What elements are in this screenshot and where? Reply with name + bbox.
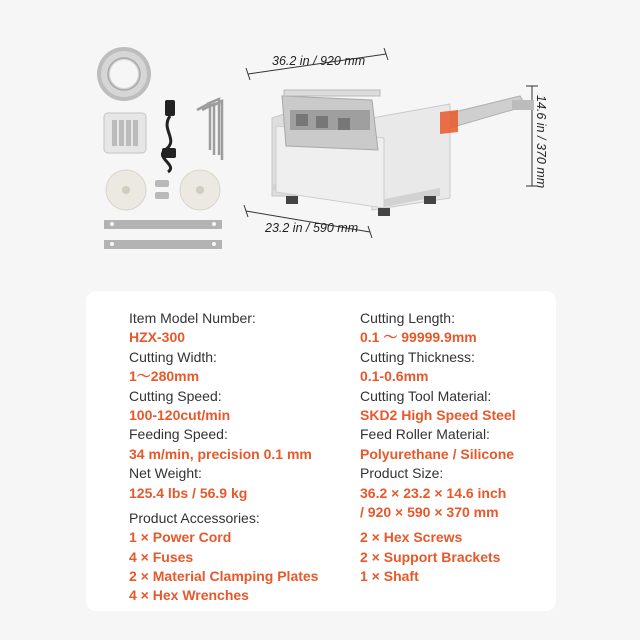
tape-roll-image (97, 47, 151, 101)
spec-value-metric: / 920 × 590 × 370 mm (360, 503, 499, 520)
accessory-item: 2 × Hex Screws (360, 529, 463, 546)
accessory-item: 2 × Support Brackets (360, 548, 501, 565)
spec-value: 0.1 ～ 99999.9mm (360, 329, 477, 346)
spec-value: Polyurethane / Silicone (360, 445, 515, 462)
spec-label: Cutting Thickness: (360, 348, 475, 365)
spec-label: Item Model Number: (129, 310, 256, 326)
spec-value: HZX-300 (129, 329, 186, 346)
accessory-item: 4 × Fuses (129, 548, 194, 565)
width-dimension-label: 36.2 in / 920 mm (272, 54, 366, 68)
spec-label: Cutting Length: (360, 310, 455, 326)
spec-value: 1～280mm (129, 368, 200, 385)
accessories-title: Product Accessories: (129, 509, 260, 526)
spec-value: 100-120cut/min (129, 406, 231, 423)
spec-value: 125.4 lbs / 56.9 kg (129, 484, 248, 501)
spec-label: Feeding Speed: (129, 426, 228, 443)
accessory-item: 1 × Shaft (360, 568, 419, 585)
spec-column-left (129, 309, 318, 606)
spec-label: Product Size: (360, 465, 444, 482)
spec-card (86, 291, 556, 611)
accessory-item: 4 × Hex Wrenches (129, 587, 249, 604)
height-dimension-label: 14.6 in / 370 mm (534, 95, 548, 189)
accessory-item: 1 × Power Cord (129, 529, 232, 546)
cutting-machine-image (272, 90, 534, 216)
spec-label: Cutting Tool Material: (360, 387, 492, 404)
spec-value: 0.1-0.6mm (360, 368, 429, 385)
depth-dimension-label: 23.2 in / 590 mm (265, 221, 359, 235)
spec-label: Cutting Speed: (129, 387, 222, 404)
spec-value: 36.2 × 23.2 × 14.6 inch (360, 484, 507, 501)
power-cord-image (162, 100, 176, 172)
spec-value: SKD2 High Speed Steel (360, 406, 516, 423)
spec-value: 34 m/min, precision 0.1 mm (129, 445, 312, 462)
accessory-item: 2 × Material Clamping Plates (129, 568, 319, 585)
spec-label: Feed Roller Material: (360, 426, 490, 443)
fuses-image (104, 113, 146, 153)
clamping-rollers-image (106, 170, 220, 210)
support-brackets-image (104, 220, 222, 249)
spec-label: Cutting Width: (129, 348, 217, 365)
spec-label: Net Weight: (129, 465, 202, 482)
hex-wrenches-image (197, 99, 222, 160)
spec-column-right (360, 309, 516, 586)
